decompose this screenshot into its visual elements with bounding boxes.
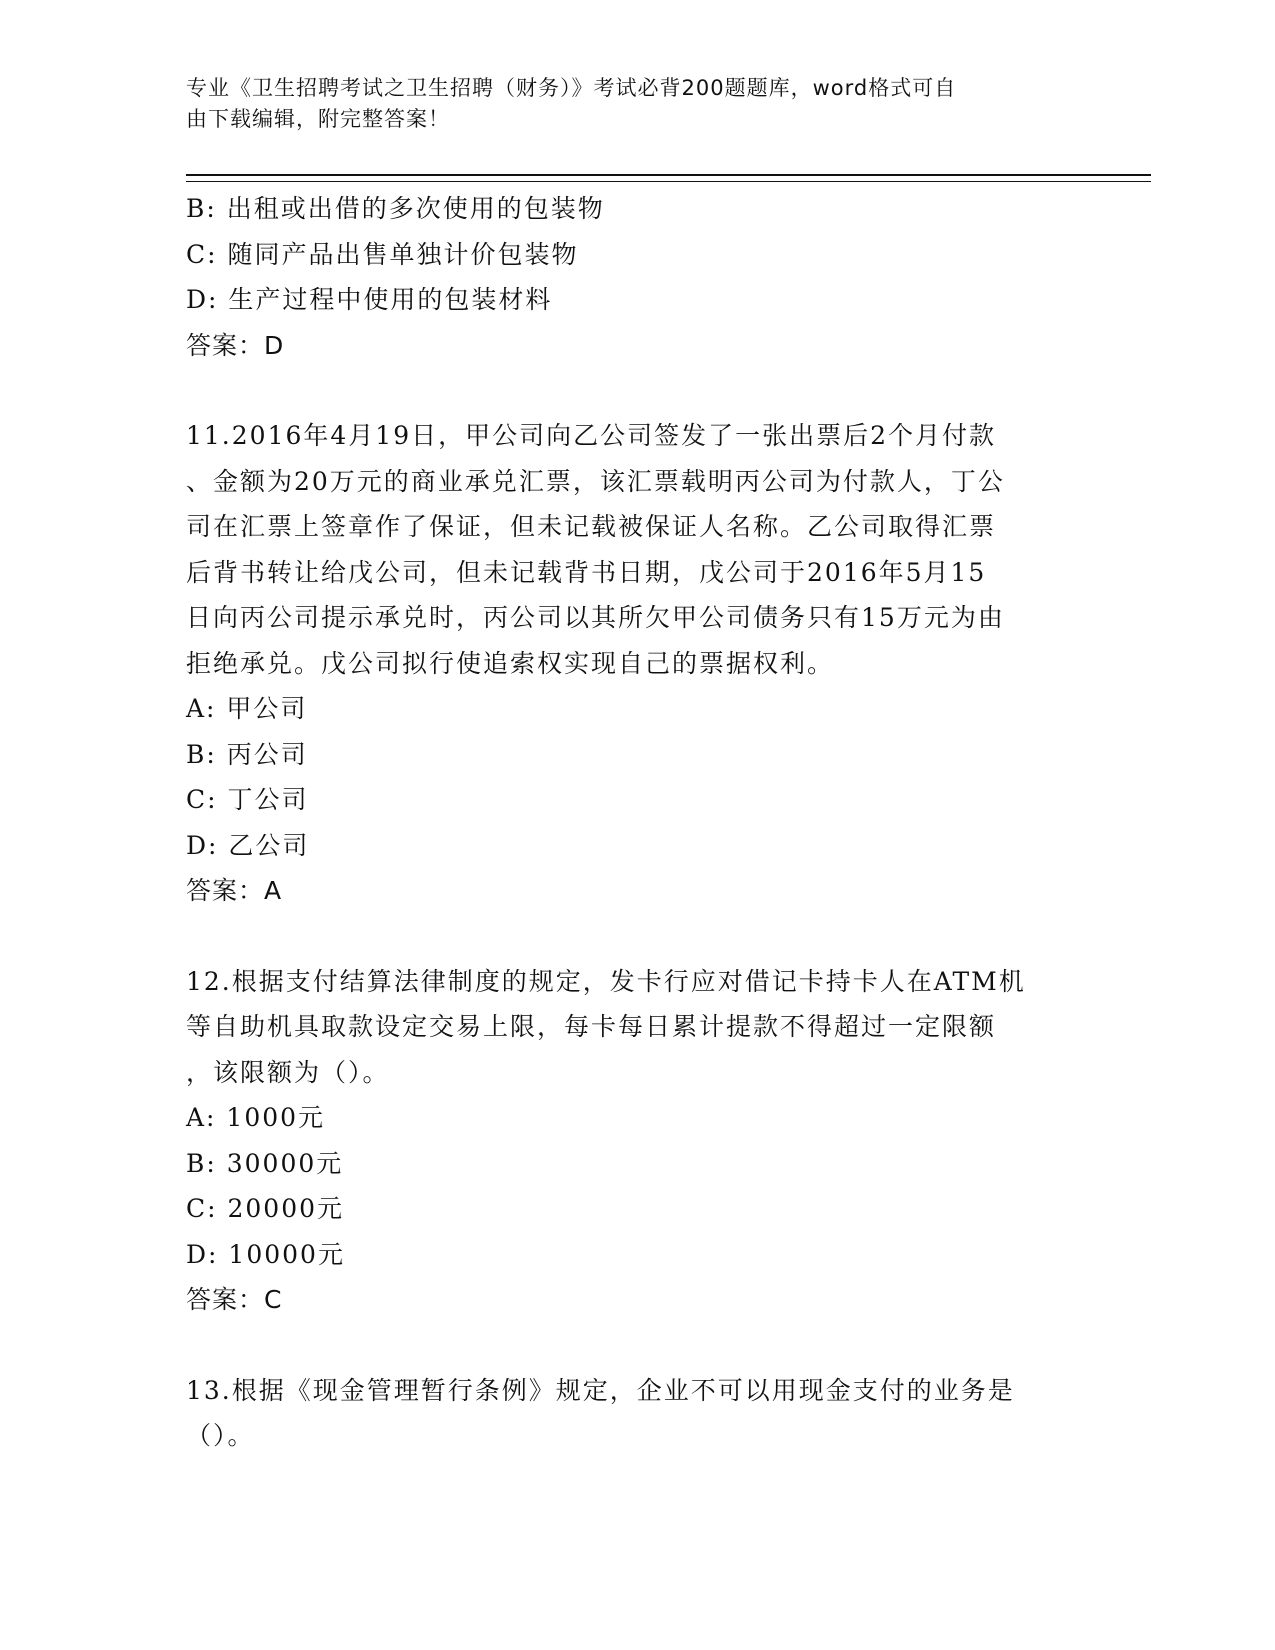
question-stem-line: （）。 <box>186 1421 255 1450</box>
header-divider-thick <box>186 174 1151 176</box>
question-spacer <box>186 914 1066 959</box>
option-c: C: 随同产品出售单独计价包装物 <box>186 239 579 269</box>
option-a: A: 甲公司 <box>186 694 308 723</box>
header-title-line-1: 专业《卫生招聘考试之卫生招聘（财务）》考试必背200题题库，word格式可自 <box>186 76 957 100</box>
question-stem-line: 、金额为20万元的商业承兑汇票，该汇票载明丙公司为付款人，丁公 <box>186 466 1005 496</box>
option-c: C: 丁公司 <box>186 785 309 814</box>
question-spacer <box>186 1323 1066 1368</box>
answer-line: 答案：C <box>186 1285 283 1314</box>
question-10 <box>186 186 1066 368</box>
question-stem-line: 司在汇票上签章作了保证，但未记载被保证人名称。乙公司取得汇票 <box>186 512 997 541</box>
question-stem-line: 拒绝承兑。戊公司拟行使追索权实现自己的票据权利。 <box>186 648 835 678</box>
option-d: D: 生产过程中使用的包装材料 <box>186 285 553 314</box>
document-body <box>186 186 1066 1459</box>
question-spacer <box>186 368 1066 413</box>
question-stem-line: 12.根据支付结算法律制度的规定，发卡行应对借记卡持卡人在ATM机 <box>186 966 1026 996</box>
option-b: B: 30000元 <box>186 1148 344 1178</box>
answer-line: 答案：A <box>186 876 283 905</box>
question-stem-line: 11.2016年4月19日，甲公司向乙公司签发了一张出票后2个月付款 <box>186 421 997 450</box>
question-stem-line: 13.根据《现金管理暂行条例》规定，企业不可以用现金支付的业务是 <box>186 1375 1015 1405</box>
option-a: A: 1000元 <box>186 1103 326 1132</box>
header-divider-thin <box>186 181 1151 182</box>
page-header <box>186 73 1066 135</box>
option-d: D: 10000元 <box>186 1239 345 1269</box>
option-b: B: 丙公司 <box>186 739 308 769</box>
question-11 <box>186 413 1066 914</box>
question-stem-line: ，该限额为（）。 <box>186 1057 390 1087</box>
question-stem-line: 后背书转让给戊公司，但未记载背书日期，戊公司于2016年5月15 <box>186 557 987 587</box>
option-c: C: 20000元 <box>186 1194 345 1223</box>
question-stem-line: 等自助机具取款设定交易上限，每卡每日累计提款不得超过一定限额 <box>186 1012 997 1041</box>
question-13 <box>186 1368 1066 1459</box>
answer-line: 答案：D <box>186 330 285 360</box>
question-stem-line: 日向丙公司提示承兑时，丙公司以其所欠甲公司债务只有15万元为由 <box>186 603 1005 632</box>
header-title-line-2: 由下载编辑，附完整答案！ <box>186 107 450 131</box>
option-b: B: 出租或出借的多次使用的包装物 <box>186 194 605 223</box>
question-12 <box>186 959 1066 1323</box>
option-d: D: 乙公司 <box>186 830 310 860</box>
